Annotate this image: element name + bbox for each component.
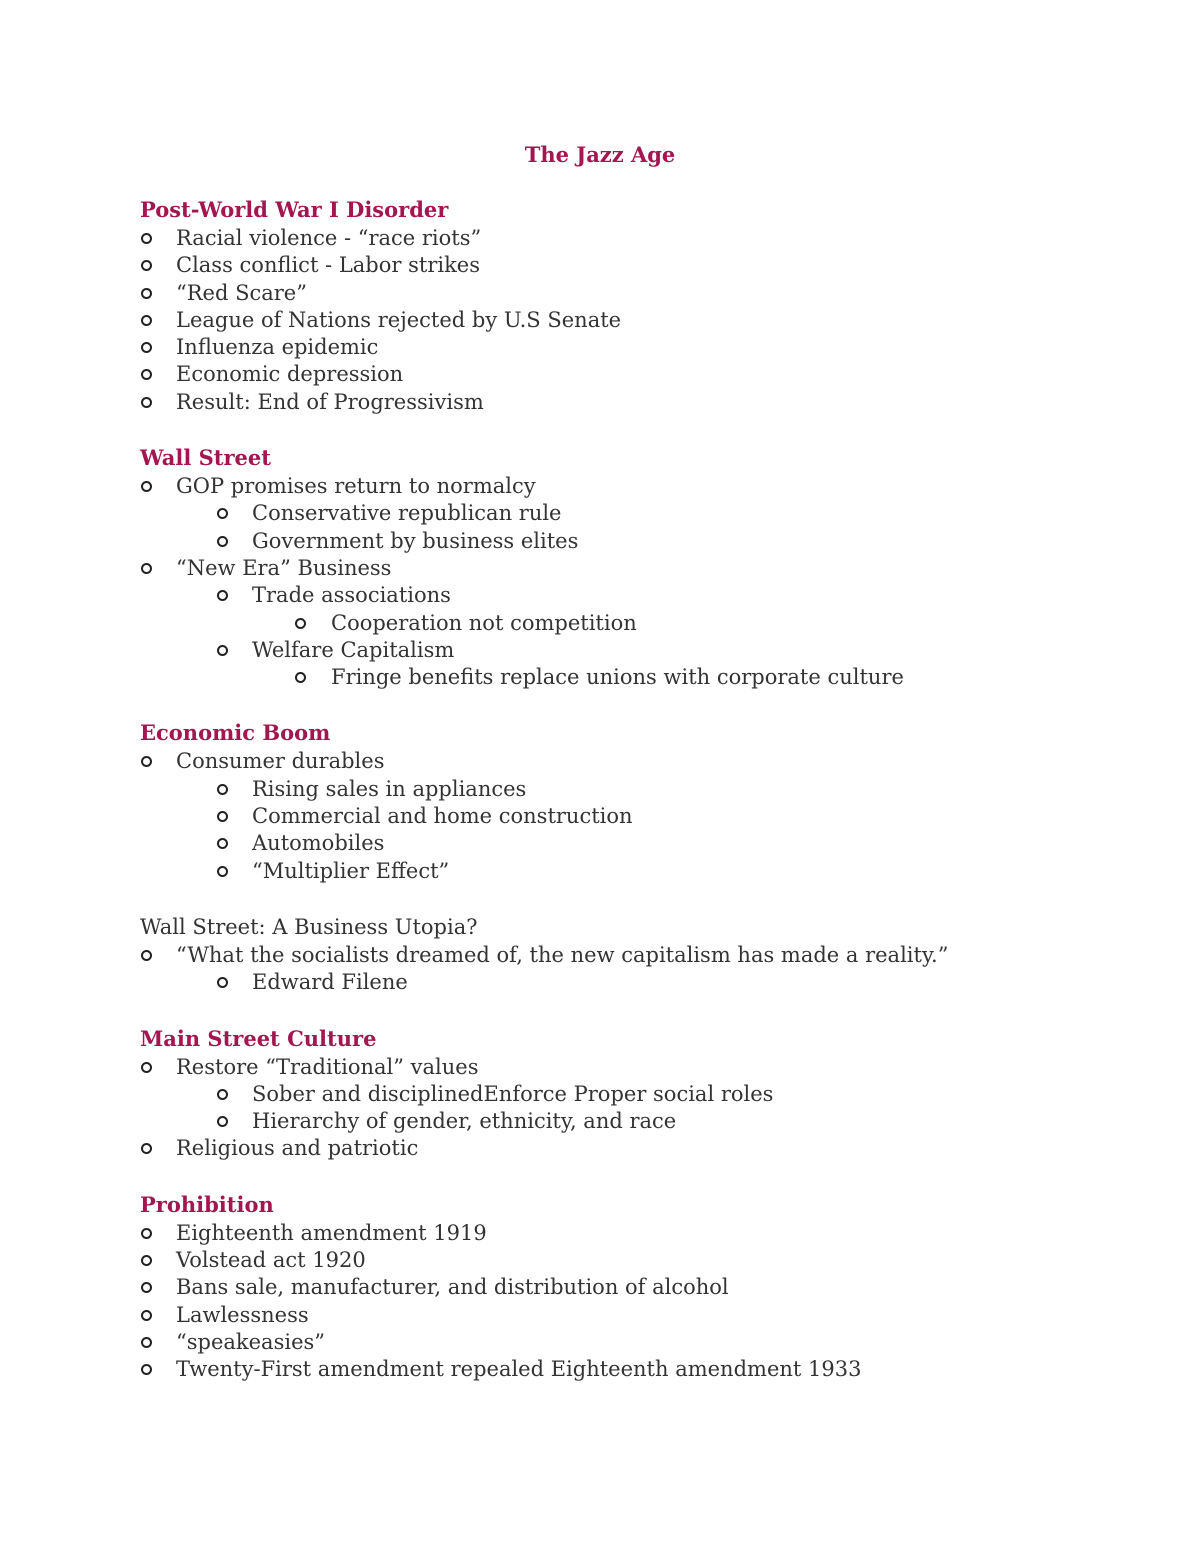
bullet-list [140, 748, 1140, 884]
list-item [140, 1220, 1140, 1247]
section-heading: Wall Street: A Business Utopia? [140, 914, 478, 939]
list-item [140, 473, 1140, 500]
list-item-text: “speakeasies” [176, 1329, 326, 1354]
section-heading: Prohibition [140, 1191, 274, 1217]
circle-bullet-icon [141, 481, 152, 492]
circle-bullet-icon [141, 288, 152, 299]
circle-bullet-icon [295, 618, 306, 629]
circle-bullet-icon [141, 233, 152, 244]
list-item-text: Consumer durables [176, 749, 385, 774]
list-item-text: League of Nations rejected by U.S Senate [176, 307, 622, 332]
document-content [140, 195, 1140, 1411]
list-item [140, 1274, 1140, 1301]
list-item [140, 1135, 1140, 1162]
list-item-text: Twenty-First amendment repealed Eighteenth amendment 1933 [176, 1357, 862, 1382]
circle-bullet-icon [141, 950, 152, 961]
bullet-list [140, 473, 1140, 691]
list-item-text: Lawlessness [176, 1302, 309, 1327]
list-item [140, 830, 1140, 857]
list-item-text: Trade associations [252, 583, 451, 608]
circle-bullet-icon [141, 397, 152, 408]
list-item [140, 307, 1140, 334]
circle-bullet-icon [217, 866, 228, 877]
list-item [140, 610, 1140, 637]
list-item [140, 748, 1140, 775]
list-item [140, 280, 1140, 307]
circle-bullet-icon [141, 1310, 152, 1321]
circle-bullet-icon [141, 1364, 152, 1375]
list-item [140, 942, 1140, 969]
list-item-text: Welfare Capitalism [252, 637, 455, 662]
list-item [140, 1302, 1140, 1329]
section [140, 1190, 1140, 1384]
circle-bullet-icon [217, 1089, 228, 1100]
circle-bullet-icon [217, 645, 228, 656]
list-item-text: Economic depression [176, 362, 404, 387]
list-item [140, 555, 1140, 582]
circle-bullet-icon [217, 811, 228, 822]
list-item [140, 528, 1140, 555]
section [140, 1024, 1140, 1163]
list-item [140, 582, 1140, 609]
circle-bullet-icon [217, 508, 228, 519]
circle-bullet-icon [141, 315, 152, 326]
list-item [140, 1356, 1140, 1383]
list-item [140, 803, 1140, 830]
list-item [140, 664, 1140, 691]
bullet-list [140, 225, 1140, 416]
bullet-list [140, 1220, 1140, 1384]
list-item [140, 1108, 1140, 1135]
circle-bullet-icon [141, 1062, 152, 1073]
list-item [140, 776, 1140, 803]
list-item [140, 637, 1140, 664]
list-item [140, 252, 1140, 279]
list-item [140, 1329, 1140, 1356]
page-title: The Jazz Age [524, 142, 676, 167]
list-item-text: Result: End of Progressivism [176, 389, 484, 414]
list-item [140, 1081, 1140, 1108]
list-item [140, 858, 1140, 885]
list-item-text: Edward Filene [252, 970, 408, 995]
list-item-text: Fringe benefits replace unions with corporate culture [331, 665, 904, 690]
circle-bullet-icon [217, 977, 228, 988]
circle-bullet-icon [141, 1255, 152, 1266]
list-item-text: Automobiles [252, 831, 385, 856]
list-item [140, 1247, 1140, 1274]
section [140, 912, 1140, 997]
list-item-text: Conservative republican rule [252, 501, 562, 526]
list-item-text: Racial violence - “race riots” [176, 226, 482, 250]
section-heading: Wall Street [140, 445, 271, 471]
circle-bullet-icon [141, 1337, 152, 1348]
bullet-list [140, 942, 1140, 997]
circle-bullet-icon [141, 369, 152, 380]
section-heading: Post-World War I Disorder [140, 197, 449, 222]
list-item-text: Volstead act 1920 [176, 1248, 366, 1273]
list-item-text: Government by business elites [252, 528, 579, 553]
list-item [140, 389, 1140, 416]
list-item [140, 500, 1140, 527]
list-item-text: Sober and disciplinedEnforce Proper social roles [252, 1081, 774, 1106]
list-item-text: “Multiplier Effect” [252, 858, 450, 883]
circle-bullet-icon [141, 1282, 152, 1293]
list-item [140, 361, 1140, 388]
list-item-text: GOP promises return to normalcy [176, 474, 536, 499]
section [140, 443, 1140, 691]
list-item-text: “New Era” Business [176, 555, 392, 580]
circle-bullet-icon [141, 1228, 152, 1239]
section [140, 195, 1140, 416]
section-heading: Main Street Culture [140, 1025, 377, 1051]
list-item-text: Rising sales in appliances [252, 776, 527, 801]
list-item-text: Bans sale, manufacturer, and distribution of alcohol [176, 1275, 729, 1300]
list-item-text: Class conflict - Labor strikes [176, 253, 480, 278]
list-item-text: Influenza epidemic [176, 335, 379, 360]
circle-bullet-icon [141, 563, 152, 574]
bullet-list [140, 1054, 1140, 1163]
list-item [140, 969, 1140, 996]
list-item-text: Cooperation not competition [331, 610, 637, 635]
list-item-text: Commercial and home construction [252, 804, 633, 829]
list-item-text: Eighteenth amendment 1919 [176, 1220, 487, 1245]
circle-bullet-icon [141, 756, 152, 767]
list-item-text: Religious and patriotic [176, 1136, 419, 1161]
list-item-text: “What the socialists dreamed of, the new capitalism has made a reality.” [176, 942, 949, 967]
section [140, 718, 1140, 884]
circle-bullet-icon [141, 1143, 152, 1154]
circle-bullet-icon [295, 672, 306, 683]
circle-bullet-icon [217, 784, 228, 795]
circle-bullet-icon [217, 590, 228, 601]
circle-bullet-icon [141, 260, 152, 271]
list-item [140, 1054, 1140, 1081]
circle-bullet-icon [141, 342, 152, 353]
circle-bullet-icon [217, 838, 228, 849]
circle-bullet-icon [217, 1116, 228, 1127]
circle-bullet-icon [217, 536, 228, 547]
list-item-text: Hierarchy of gender, ethnicity, and race [252, 1109, 677, 1134]
list-item [140, 225, 1140, 252]
list-item-text: “Red Scare” [176, 280, 307, 305]
list-item-text: Restore “Traditional” values [176, 1054, 479, 1079]
section-heading: Economic Boom [140, 720, 331, 746]
list-item [140, 334, 1140, 361]
